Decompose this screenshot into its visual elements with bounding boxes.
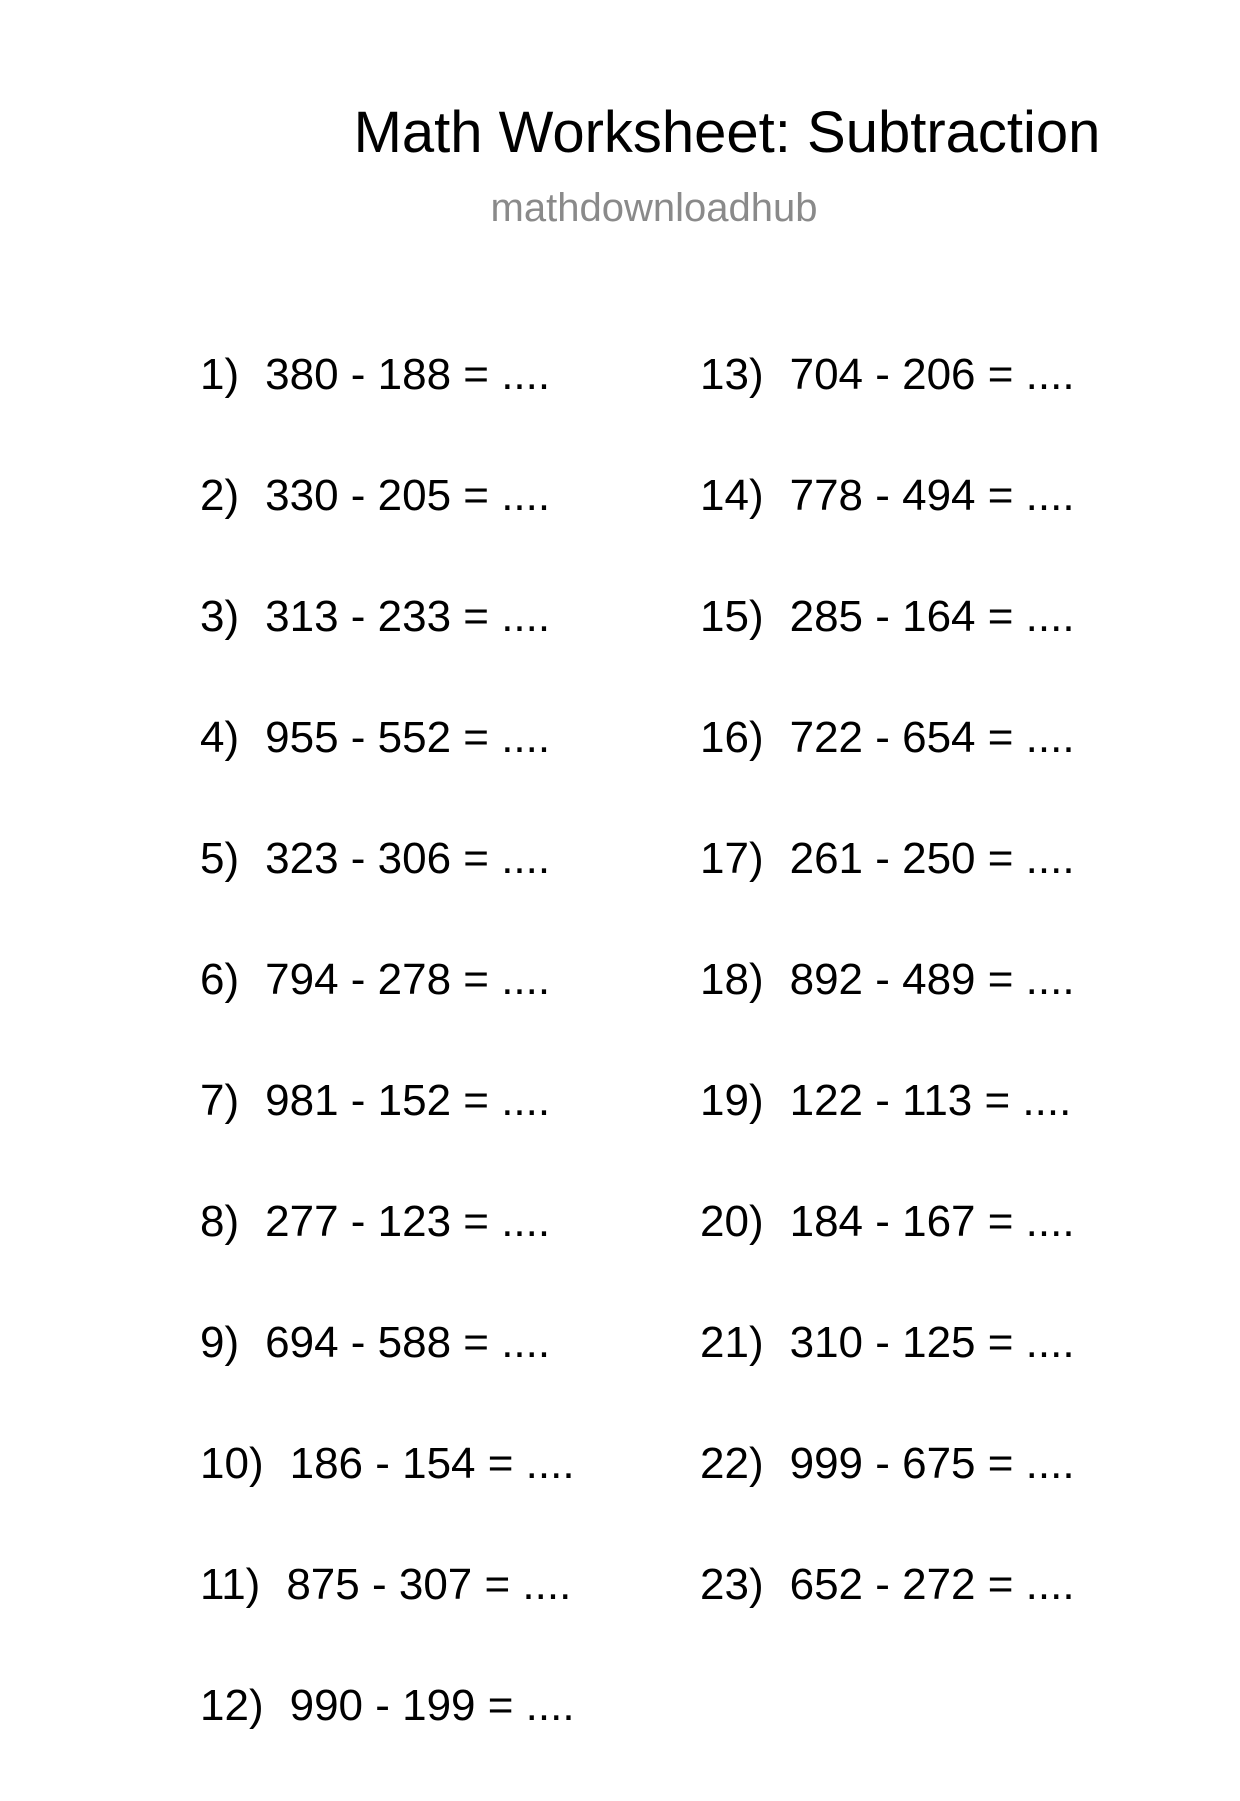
problem-number: 17) [700, 834, 764, 883]
problem-expression: 313 - 233 = .... [265, 592, 551, 641]
problem-expression: 330 - 205 = .... [265, 471, 551, 520]
problem-number: 15) [700, 592, 764, 641]
problem-item [200, 833, 575, 954]
problem-expression: 722 - 654 = .... [789, 713, 1075, 762]
problem-item [200, 1559, 575, 1680]
problem-item [200, 1680, 575, 1801]
problem-expression: 122 - 113 = .... [789, 1076, 1072, 1125]
problem-number: 23) [700, 1560, 764, 1609]
problem-item [700, 712, 1075, 833]
problem-item [200, 1438, 575, 1559]
problem-item [700, 1075, 1075, 1196]
problem-expression: 186 - 154 = .... [289, 1439, 575, 1488]
problem-expression: 778 - 494 = .... [789, 471, 1075, 520]
problem-number: 2) [200, 471, 240, 520]
problem-item [700, 1196, 1075, 1317]
problem-column-left [200, 349, 575, 1801]
problem-item [700, 470, 1075, 591]
problem-item [200, 349, 575, 470]
problem-number: 11) [200, 1560, 261, 1609]
problem-expression: 704 - 206 = .... [789, 350, 1075, 399]
problem-item [200, 591, 575, 712]
problem-expression: 184 - 167 = .... [789, 1197, 1075, 1246]
problem-expression: 990 - 199 = .... [289, 1681, 575, 1730]
problem-column-right [700, 349, 1075, 1680]
problem-number: 22) [700, 1439, 764, 1488]
problem-number: 9) [200, 1318, 240, 1367]
problem-number: 5) [200, 834, 240, 883]
problem-number: 13) [700, 350, 764, 399]
problem-number: 20) [700, 1197, 764, 1246]
problem-expression: 277 - 123 = .... [265, 1197, 551, 1246]
problem-expression: 694 - 588 = .... [265, 1318, 551, 1367]
problem-number: 1) [200, 350, 240, 399]
problem-number: 4) [200, 713, 240, 762]
problem-number: 14) [700, 471, 764, 520]
problem-expression: 261 - 250 = .... [789, 834, 1075, 883]
problem-expression: 310 - 125 = .... [789, 1318, 1075, 1367]
problem-expression: 999 - 675 = .... [789, 1439, 1075, 1488]
problem-number: 3) [200, 592, 240, 641]
worksheet-title: Math Worksheet: Subtraction [353, 100, 1101, 165]
problem-number: 8) [200, 1197, 240, 1246]
problem-expression: 981 - 152 = .... [265, 1076, 551, 1125]
problem-expression: 323 - 306 = .... [265, 834, 551, 883]
problem-number: 21) [700, 1318, 764, 1367]
problem-number: 12) [200, 1681, 264, 1730]
problem-number: 16) [700, 713, 764, 762]
problem-item [700, 833, 1075, 954]
problem-number: 6) [200, 955, 240, 1004]
problem-expression: 794 - 278 = .... [265, 955, 551, 1004]
problem-item [700, 1317, 1075, 1438]
problem-item [200, 1075, 575, 1196]
problem-item [200, 954, 575, 1075]
problem-item [200, 1196, 575, 1317]
problem-expression: 892 - 489 = .... [789, 955, 1075, 1004]
problem-number: 10) [200, 1439, 264, 1488]
problem-item [700, 954, 1075, 1075]
problem-item [700, 591, 1075, 712]
problem-number: 7) [200, 1076, 240, 1125]
problem-item [200, 470, 575, 591]
worksheet-subtitle: mathdownloadhub [490, 186, 818, 230]
problem-item [700, 1438, 1075, 1559]
problem-number: 18) [700, 955, 764, 1004]
problem-item [700, 1559, 1075, 1680]
problem-expression: 955 - 552 = .... [265, 713, 551, 762]
problem-item [700, 349, 1075, 470]
problem-expression: 652 - 272 = .... [789, 1560, 1075, 1609]
problem-number: 19) [700, 1076, 764, 1125]
problem-expression: 380 - 188 = .... [265, 350, 551, 399]
problem-expression: 285 - 164 = .... [789, 592, 1075, 641]
problem-expression: 875 - 307 = .... [286, 1560, 572, 1609]
problem-item [200, 1317, 575, 1438]
problem-item [200, 712, 575, 833]
